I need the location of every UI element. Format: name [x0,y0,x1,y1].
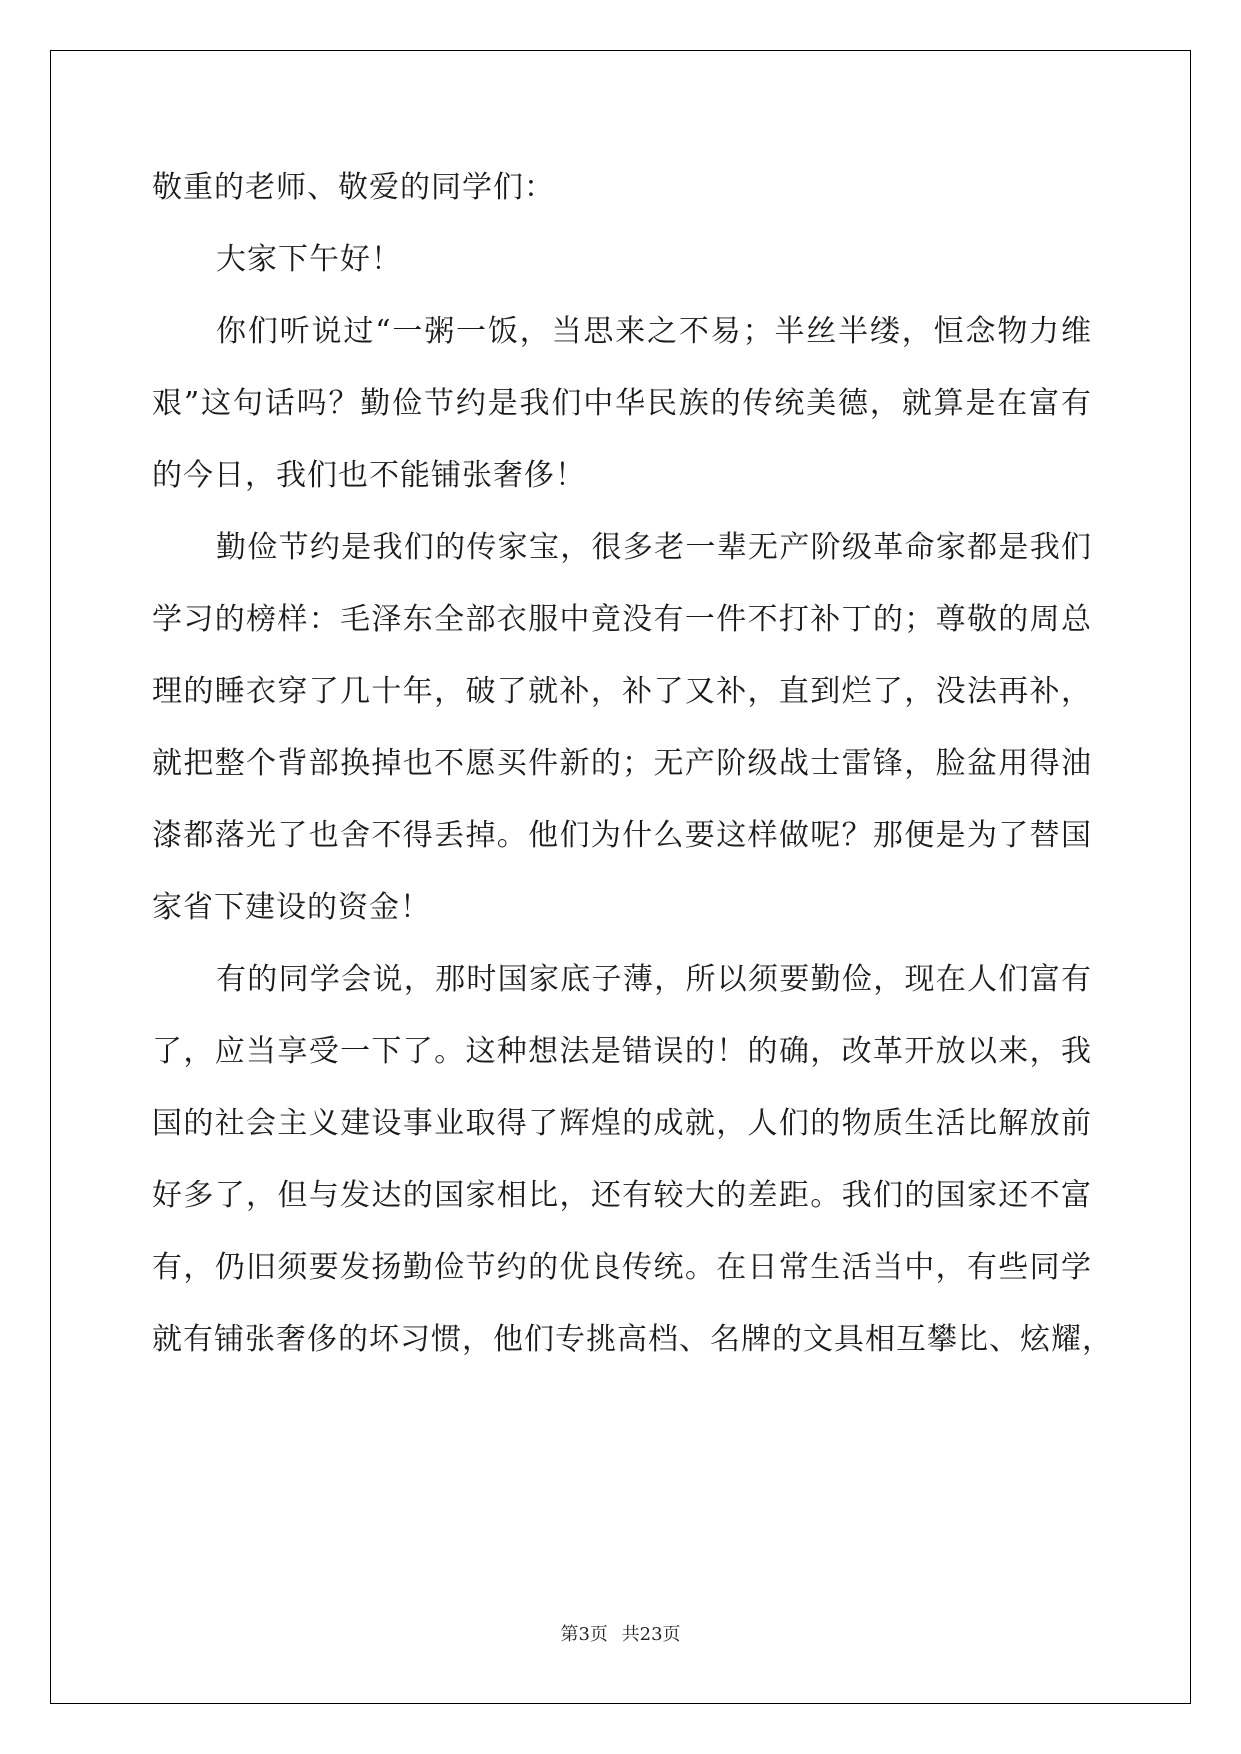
text-line: 了，应当享受一下了。这种想法是错误的！的确，改革开放以来，我 [152,1034,1092,1069]
total-pages: 共23页 [621,1624,681,1645]
text-line: 勤俭节约是我们的传家宝，很多老一辈无产阶级革命家都是我们 [216,530,1092,565]
text-line: 学习的榜样：毛泽东全部衣服中竟没有一件不打补丁的；尊敬的周总 [152,602,1092,637]
text-line: 好多了，但与发达的国家相比，还有较大的差距。我们的国家还不富 [152,1178,1092,1213]
text-line: 家省下建设的资金！ [152,890,431,925]
page-number: 第3页 [560,1624,608,1645]
page-border [50,50,1191,1704]
text-line: 的今日，我们也不能铺张奢侈！ [152,458,586,493]
text-line: 就把整个背部换掉也不愿买件新的；无产阶级战士雷锋，脸盆用得油 [152,746,1092,781]
text-line: 有的同学会说，那时国家底子薄，所以须要勤俭，现在人们富有 [216,962,1092,997]
text-line: 理的睡衣穿了几十年，破了就补，补了又补，直到烂了，没法再补， [152,674,1092,709]
text-line: 就有铺张奢侈的坏习惯，他们专挑高档、名牌的文具相互攀比、炫耀， [152,1322,1113,1357]
text-line: 有，仍旧须要发扬勤俭节约的优良传统。在日常生活当中，有些同学 [152,1250,1092,1285]
text-line: 你们听说过“一粥一饭，当思来之不易；半丝半缕，恒念物力维 [216,314,1092,349]
greeting-line: 大家下午好！ [216,242,402,277]
salutation-line: 敬重的老师、敬爱的同学们： [152,170,555,205]
page-footer [0,1624,1241,1646]
text-line: 国的社会主义建设事业取得了辉煌的成就，人们的物质生活比解放前 [152,1106,1092,1141]
text-line: 漆都落光了也舍不得丢掉。他们为什么要这样做呢？那便是为了替国 [152,818,1092,853]
text-line: 艰”这句话吗？勤俭节约是我们中华民族的传统美德，就算是在富有 [152,386,1092,421]
